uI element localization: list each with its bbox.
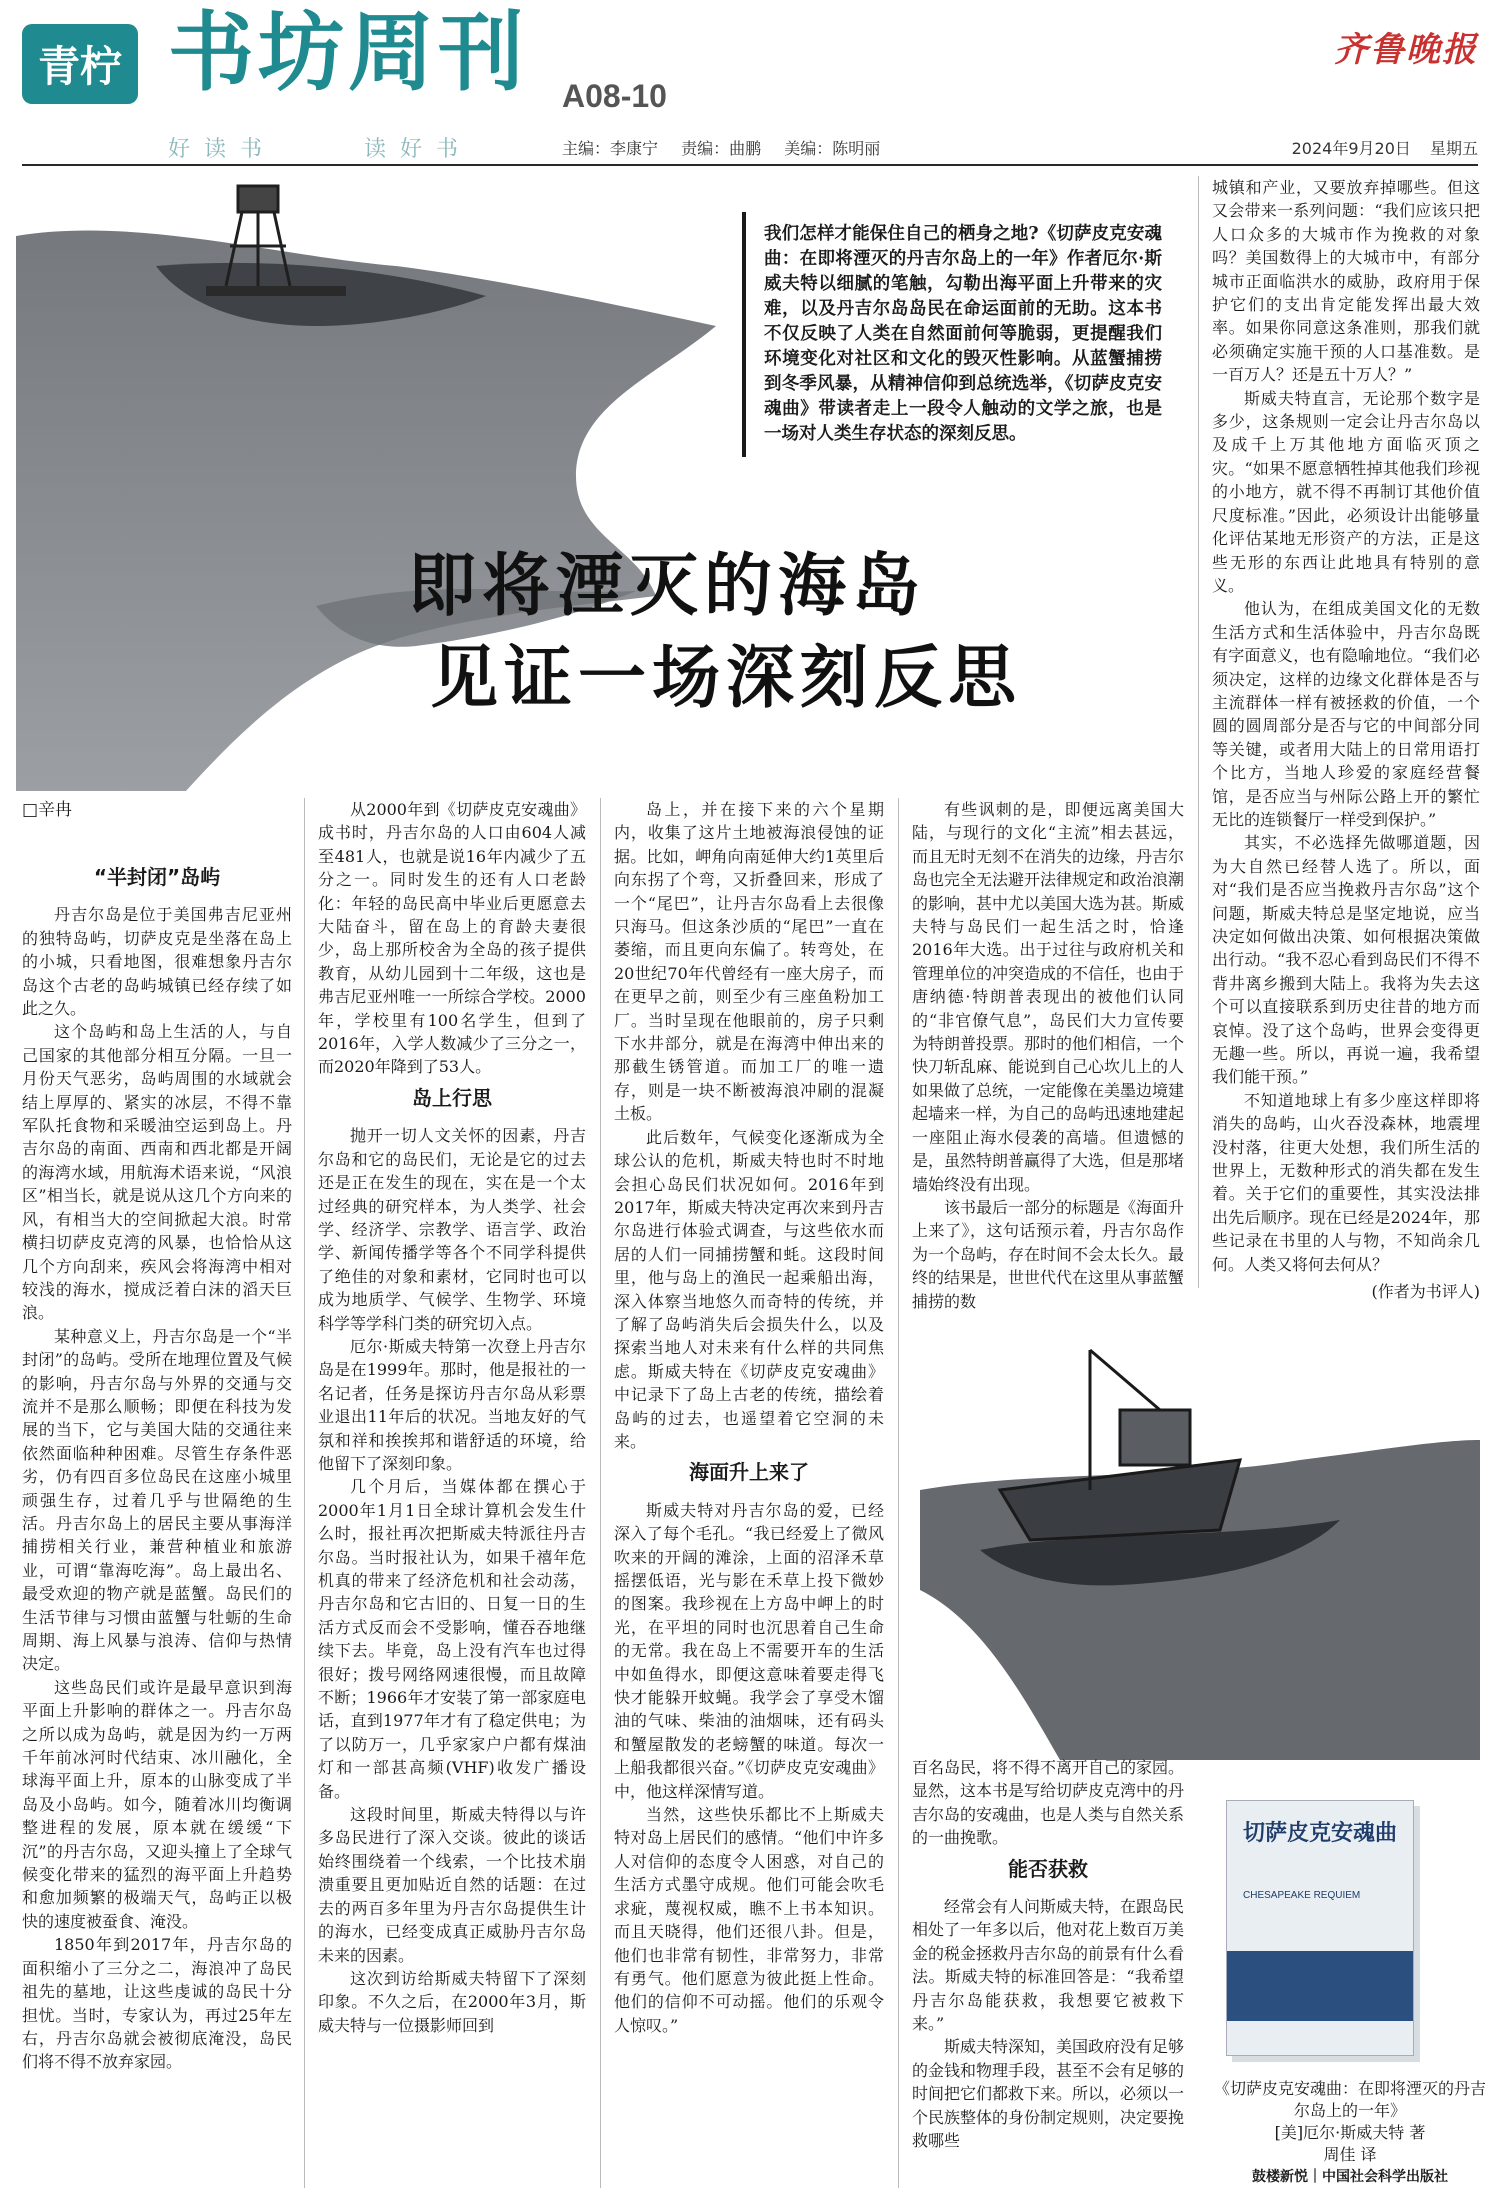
boat-illustration (920, 1290, 1480, 1760)
headline-line-2: 见证一场深刻反思 (430, 638, 1023, 718)
text-column-4-upper (912, 798, 1185, 1311)
author-byline: □辛冉 (22, 800, 73, 820)
slogan-left: 好读书 (168, 137, 277, 162)
chief-editor: 主编：李康宁 (562, 139, 659, 158)
book-cover-stripe (1227, 1951, 1413, 2021)
column-divider (898, 798, 899, 2188)
header-rule (22, 164, 1478, 166)
text-column-4-lower (912, 1756, 1184, 2188)
column-logo: 青柠 (22, 24, 138, 104)
text-column-2 (318, 798, 586, 2188)
paragraph: 某种意义上，丹吉尔岛是一个“半封闭”的岛屿。受所在地理位置及气候的影响，丹吉尔岛与外界的交通与交流并不是那么顺畅；即便在科技为发展的当下，它与美国大陆的交通往来依然面临种种困难。尽管生存条件恶劣，仍有四百多位岛民在这座小城里顽强生存，过着几乎与世隔绝的生活。丹吉尔岛上的居民主要从事海洋捕捞相关行业，兼营种植业和旅游业，可谓“靠海吃海”。岛上最出名、最受欢迎的物产就是蓝蟹。岛民们的生活节律与习惯由蓝蟹与牡蛎的生命周期、海上风暴与浪涛、信仰与热情决定。 (22, 1326, 292, 1674)
paragraph: 经常会有人问斯威夫特，在跟岛民相处了一年多以后，他对花上数百万美金的税金拯救丹吉尔岛的前景有什么看法。斯威夫特的标准回答是：“我希望丹吉尔岛能获救，我想要它被救下来。” (912, 1897, 1185, 2034)
text-column-1 (22, 858, 292, 2188)
author-note: (作者为书评人) (1371, 1282, 1480, 1302)
book-cover-english-title: CHESAPEAKE REQUIEM (1243, 1890, 1361, 1901)
paragraph: 不知道地球上有多少座这样即将消失的岛屿，山火吞没森林，地震埋没村落，往更大处想，我们所生活的世界上，无数种形式的消失都在发生着。关于它们的重要性，其实没法排出先后顺序。现在已经是2024年，那些记录在书里的人与物，不知尚余几何。人类又将何去何从？ (1212, 1090, 1480, 1274)
headline-line-1: 即将湮灭的海岛 (408, 546, 927, 626)
paragraph: 他认为，在组成美国文化的无数生活方式和生活体验中，丹吉尔岛既有字面意义，也有隐喻地位。“我们必须决定，这样的边缘文化群体是否与主流群体一样有被拯救的价值，一个圆的圆周部分是否与它的中间部分同等关键，或者用大陆上的日常用语打个比方，当地人珍爱的家庭经营餐馆，是否应当与州际公路上开的繁忙无比的连锁餐厅一样受到保护。” (1212, 599, 1480, 829)
paragraph: 斯威夫特深知，美国政府没有足够的金钱和物理手段，甚至不会有足够的时间把它们都救下来。所以，必须以一个民族整体的身份制定规则，决定要挽救哪些 (912, 2037, 1185, 2151)
issue-date (1278, 136, 1478, 159)
paragraph: 这个岛屿和岛上生活的人，与自己国家的其他部分相互分隔。一旦一月份天气恶劣，岛屿周围的水域就会结上厚厚的、紧实的冰层，不得不靠军队托食物和采暖油空运到岛上。丹吉尔岛的南面、西南和西北都是开阔的海湾水域，用航海术语来说，“风浪区”相当长，就是说从这几个方向来的风，有相当大的空间掀起大浪。时常横扫切萨皮克湾的风暴，也恰恰从这几个方向刮来，疾风会将海湾中相对较浅的海水，搅成泛着白沫的滔天巨浪。 (22, 1022, 292, 1323)
column-divider (304, 798, 305, 2188)
paragraph: 岛上，并在接下来的六个星期内，收集了这片土地被海浪侵蚀的证据。比如，岬角向南延伸大约1英里后向东拐了个弯，又折叠回来，形成了一个“尾巴”，让丹吉尔岛看上去很像只海马。但这条沙质的“尾巴”一直在萎缩，而且更向东偏了。转弯处，在20世纪70年代曾经有一座大房子，而在更早之前，则至少有三座鱼粉加工厂。当时呈现在他眼前的，房子只剩下水井部分，就是在海湾中伸出来的那截生锈管道。而加工厂的唯一遗存，则是一块不断被海浪冲刷的混凝土板。 (614, 800, 884, 1124)
book-caption-author: [美]厄尔·斯威夫特 著 (1274, 2123, 1426, 2142)
paragraph: 斯威夫特直言，无论那个数字是多少，这条规则一定会让丹吉尔岛以及成千上万其他地方面临灭顶之灾。“如果不愿意牺牲掉其他我们珍视的小地方，就不得不再制订其他价值尺度标准。”因此，必须设计出能够量化评估某地无形资产的方法，正是这些无形的东西让此地具有特别的意义。 (1212, 388, 1480, 595)
paragraph: 该书最后一部分的标题是《海面升上来了》，这句话预示着，丹吉尔岛作为一个岛屿，存在时间不会太长久。最终的结果是，世世代代在这里从事蓝蟹捕捞的数 (912, 1197, 1185, 1311)
art-editor: 美编：陈明丽 (784, 139, 881, 158)
paragraph: 城镇和产业，又要放弃掉哪些。但这又会带来一系列问题：“我们应该只把人口众多的大城市作为挽救的对象吗？美国数得上的大城市中，有部分城市正面临洪水的威胁，政府用于保护它们的支出肯定能发挥出最大效率。如果你同意这条准则，那我们就必须确定实施干预的人口基准数。是一百万人？还是五十万人？” (1212, 178, 1480, 385)
paragraph: 这段时间里，斯威夫特得以与许多岛民进行了深入交谈。彼此的谈话始终围绕着一个线索，一个比技术崩溃重要且更加贴近自然的话题：在过去的两百多年里为丹吉尔岛提供生计的海水，已经变成真正威胁丹吉尔岛未来的因素。 (318, 1805, 586, 1965)
paragraph: 从2000年到《切萨皮克安魂曲》成书时，丹吉尔岛的人口由604人减至481人，也就是说16年内减少了五分之一。同时发生的还有人口老龄化：年轻的岛民高中毕业后更愿意去大陆奋斗，留在岛上的育龄夫妻很少，岛上那所校舍为全岛的孩子提供教育，从幼儿园到十二年级，这也是弗吉尼亚州唯一一所综合学校。2000年，学校里有100名学生，但到了2016年，入学人数减少了三分之一，而2020年降到了53人。 (318, 800, 586, 1077)
text-column-3 (614, 798, 884, 2188)
date: 2024年9月20日 (1291, 139, 1411, 158)
book-caption-translator: 周佳 译 (1323, 2145, 1377, 2164)
book-caption-title: 《切萨皮克安魂曲：在即将湮灭的丹吉尔岛上的一年》 (1213, 2079, 1486, 2120)
paragraph: 百名岛民，将不得不离开自己的家园。显然，这本书是写给切萨皮克湾中的丹吉尔岛的安魂曲，也是人类与自然关系的一曲挽歌。 (912, 1758, 1185, 1848)
paragraph: 几个月后，当媒体都在撰心于2000年1月1日全球计算机会发生什么时，报社再次把斯威夫特派往丹吉尔岛。当时报社认为，如果千禧年危机真的带来了经济危机和社会动荡，丹吉尔岛和它古旧的、日复一日的生活方式反而会不受影响，懂吞吞地继续下去。毕竟，岛上没有汽车也过得很好；拨号网络网速很慢，而且故障不断；1966年才安装了第一部家庭电话，直到1977年才有了稳定供电；为了以防万一，几乎家家户户都有煤油灯和一部甚高频(VHF)收发广播设备。 (318, 1477, 586, 1801)
section-heading-3: 海面升上来了 (689, 1460, 809, 1485)
paragraph: 1850年到2017年，丹吉尔岛的面积缩小了三分之二，海浪冲了岛民祖先的墓地，让这些虔诚的岛民十分担忧。当时，专家认为，再过25年左右，丹吉尔岛就会被彻底淹没，岛民们将不得不放弃家园。 (22, 1935, 292, 2072)
article-headline (408, 540, 1022, 724)
paragraph: 此后数年，气候变化逐渐成为全球公认的危机，斯威夫特也时不时地会担心岛民们状况如何。2016年到2017年，斯威夫特决定再次来到丹吉尔岛进行体验式调查，与这些依水而居的人们一同捕捞蟹和蚝。这段时间里，他与岛上的渔民一起乘船出海，深入体察当地悠久而奇特的传统，并了解了岛屿消失后会损失什么，以及探索当地人对未来有什么样的共同焦虑。斯威夫特在《切萨皮克安魂曲》中记录下了岛上古老的传统，描绘着岛屿的过去，也遥望着它空洞的未来。 (614, 1127, 884, 1451)
book-cover-title: 切萨皮克安魂曲 (1243, 1820, 1398, 1846)
article-lead: 我们怎样才能保住自己的栖身之地?《切萨皮克安魂曲：在即将湮灭的丹吉尔岛上的一年》作者厄尔·斯威夫特以细腻的笔触，勾勒出海平面上升带来的灾难，以及丹吉尔岛岛民在命运面前的无助。这本书不仅反映了人类在自然面前何等脆弱，更提醒我们环境变化对社区和文化的毁灭性影响。从蓝蟹捕捞到冬季风暴，从精神信仰到总统选举，《切萨皮克安魂曲》带读者走上一段令人触动的文学之旅，也是一场对人类生存状态的深刻反思。 (742, 212, 1176, 457)
section-heading-2: 岛上行思 (412, 1085, 492, 1110)
slogan-right: 读好书 (364, 137, 473, 162)
book-caption (1212, 2078, 1488, 2188)
newspaper-logo: 齐鲁晚报 (1334, 30, 1478, 70)
section-heading-4: 能否获救 (1008, 1856, 1088, 1881)
paragraph: 其实，不必选择先做哪道题，因为大自然已经替人选了。所以，面对“我们是否应当挽救丹吉尔岛”这个问题，斯威夫特总是坚定地说，应当决定如何做出决策、如何根据决策做出行动。“我不忍心看到岛民们不得不背井离乡搬到大陆上。我将为失去这个可以直接联系到历史往昔的地方而哀悼。没了这个岛屿，世界会变得更无趣一些。所以，再说一遍，我希望我们能干预。” (1212, 833, 1480, 1087)
page-code: A08-10 (562, 78, 667, 114)
boat-icon (1000, 1350, 1240, 1540)
paragraph: 这次到访给斯威夫特留下了深刻印象。不久之后，在2000年3月，斯威夫特与一位摄影师回到 (318, 1968, 586, 2035)
paragraph: 这些岛民们或许是最早意识到海平面上升影响的群体之一。丹吉尔岛之所以成为岛屿，就是因为约一万两千年前冰河时代结束、冰川融化，全球海平面上升，原本的山脉变成了半岛及小岛屿。如今，随着冰川均衡调整进程的发展，原本就在缓缓“下沉”的丹吉尔岛，又迎头撞上了全球气候变化带来的猛烈的海平面上升趋势和愈加频繁的极端天气，岛屿正以极快的速度被蚕食、淹没。 (22, 1677, 292, 1931)
column-divider (1198, 176, 1199, 1288)
paragraph: 有些讽刺的是，即便远离美国大陆，与现行的文化“主流”相去甚远，而且无时无刻不在消失的边缘，丹吉尔岛也完全无法避开法律规定和政治浪潮的影响，甚中尤以美国大选为甚。斯威夫特与岛民们一起生活之时，恰逢2016年大选。出于过往与政府机关和管理单位的冲突造成的不信任，也由于唐纳德·特朗普表现出的被他们认同的“非官僚气息”，岛民们大力宣传要为特朗普投票。那时的他们相信，一个快刀斩乱麻、能说到自己心坎儿上的人如果做了总统，一定能像在美墨边境建起墙来一样，为自己的岛屿迅速地建起一座阻止海水侵袭的高墙。但遗憾的是，虽然特朗普赢得了大选，但是那堵墙始终没有出现。 (912, 800, 1185, 1194)
weekday: 星期五 (1429, 139, 1478, 158)
paragraph: 丹吉尔岛是位于美国弗吉尼亚州的独特岛屿，切萨皮克是坐落在岛上的小城，只看地图，很难想象丹吉尔岛这个古老的岛屿城镇已经存续了如此之久。 (22, 905, 292, 1019)
section-heading-1: “半封闭”岛屿 (93, 865, 221, 889)
text-column-5 (1212, 176, 1480, 1302)
column-divider (600, 798, 601, 2188)
editor-credits (562, 136, 898, 159)
section-title: 书坊周刊 (168, 2, 528, 103)
paragraph: 当然，这些快乐都比不上斯威夫特对岛上居民们的感情。“他们中许多人对信仰的态度令人困惑，对自己的生活方式墨守成规。他们可能会吹毛求疵，蔑视权威，瞧不上书本知识。而且天晓得，他们还很八卦。但是，他们也非常有韧性，非常努力，非常有勇气。他们愿意为彼此挺上性命。他们的信仰不可动摇。他们的乐观令人惊叹。” (614, 1805, 884, 2035)
duty-editor: 责编：曲鹏 (681, 139, 762, 158)
paragraph: 厄尔·斯威夫特第一次登上丹吉尔岛是在1999年。那时，他是报社的一名记者，任务是探访丹吉尔岛从彩票业退出11年后的状况。当地友好的气氛和祥和挨挨邦和谐舒适的环境，给他留下了深刻印象。 (318, 1336, 586, 1473)
book-caption-publisher: 鼓楼新悦｜中国社会科学出版社 (1252, 2169, 1448, 2185)
paragraph: 抛开一切人文关怀的因素，丹吉尔岛和它的岛民们，无论是它的过去还是正在发生的现在，实在是一个太过经典的研究样本，为人类学、社会学、经济学、宗教学、语言学、政治学、新闻传播学等各个不同学科提供了绝佳的对象和素材，它同时也可以成为地质学、气候学、生物学、环境科学等学科门类的研究切入点。 (318, 1126, 586, 1333)
book-cover (1226, 1800, 1414, 2056)
paragraph: 斯威夫特对丹吉尔岛的爱，已经深入了每个毛孔。“我已经爱上了微风吹来的开阔的滩涂，上面的沼泽禾草摇摆低语，光与影在禾草上投下微妙的图案。我珍视在上方岛中岬上的时光，在平坦的同时也沉思着自己生命的无常。我在岛上不需要开车的生活中如鱼得水，即便这意味着要走得飞快才能躲开蚊蝇。我学会了享受木馏油的气味、柴油的油烟味，还有码头和蟹屋散发的老螃蟹的味道。每次一上船我都很兴奋。”《切萨皮克安魂曲》中，他这样深情写道。 (614, 1500, 884, 1801)
